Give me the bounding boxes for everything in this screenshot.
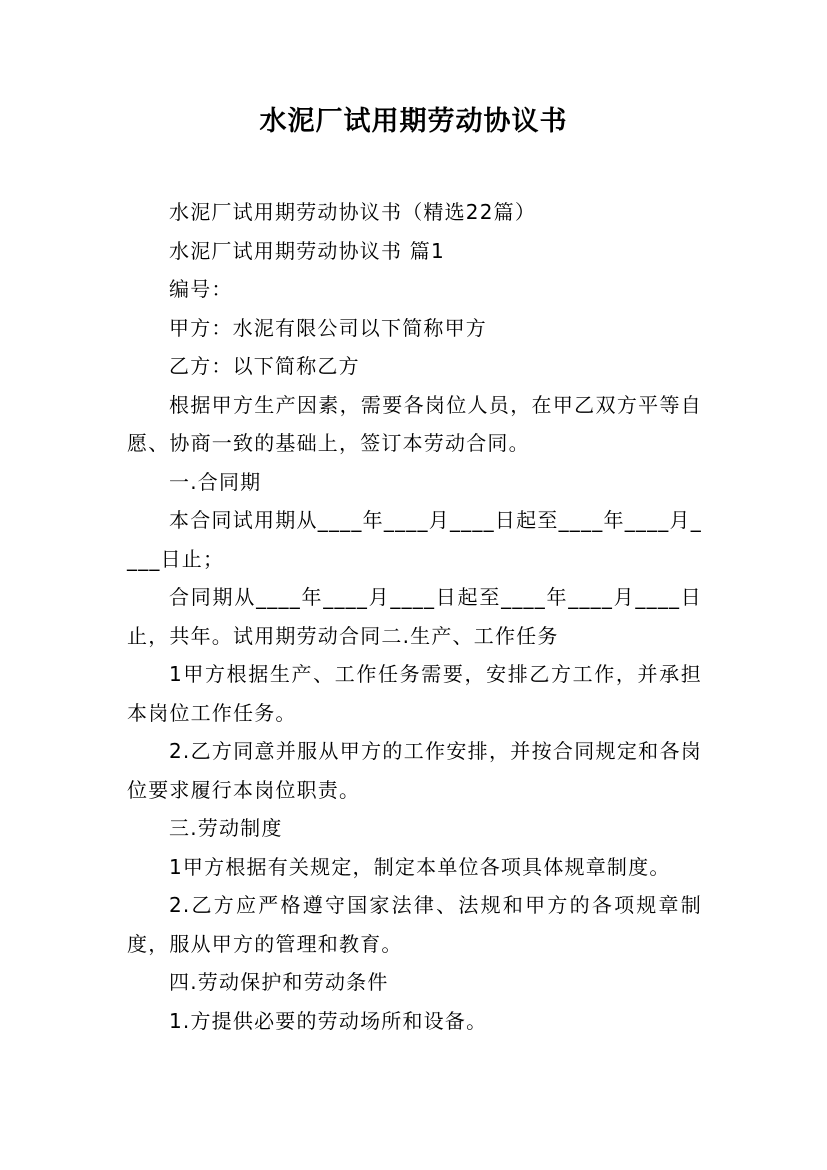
paragraph-number: 编号：	[169, 277, 233, 301]
document-body	[127, 193, 702, 1040]
document-title: 水泥厂试用期劳动协议书	[259, 106, 568, 137]
paragraph-labor-system-2: 2.乙方应严格遵守国家法律、法规和甲方的各项规章制度，服从甲方的管理和教育。	[127, 893, 702, 956]
paragraph-party-a: 甲方：水泥有限公司以下简称甲方	[169, 315, 487, 340]
paragraph-work-task-1: 1甲方根据生产、工作任务需要，安排乙方工作，并承担本岗位工作任务。	[127, 662, 702, 725]
paragraph-preamble: 根据甲方生产因素，需要各岗位人员，在甲乙双方平等自愿、协商一致的基础上，签订本劳动合同。	[127, 392, 702, 455]
paragraph-heading-labor-system: 三.劳动制度	[169, 816, 283, 840]
paragraph-labor-protection-1: 1.方提供必要的劳动场所和设备。	[169, 1008, 488, 1033]
paragraph-heading-labor-protection: 四.劳动保护和劳动条件	[169, 970, 389, 994]
paragraph-party-b: 乙方：以下简称乙方	[169, 354, 360, 378]
paragraph-heading-contract-term: 一.合同期	[169, 469, 262, 494]
paragraph-subtitle: 水泥厂试用期劳动协议书（精选22篇）	[169, 200, 537, 224]
paragraph-probation-period: 本合同试用期从____年____月____日起至____年____月____日止；	[127, 508, 702, 571]
paragraph-section-heading: 水泥厂试用期劳动协议书 篇1	[169, 238, 445, 263]
paragraph-contract-period: 合同期从____年____月____日起至____年____月____日止，共年。试用期劳动合同二.生产、工作任务	[127, 585, 702, 648]
paragraph-labor-system-1: 1甲方根据有关规定，制定本单位各项具体规章制度。	[169, 854, 671, 879]
paragraph-work-task-2: 2.乙方同意并服从甲方的工作安排，并按合同规定和各岗位要求履行本岗位职责。	[127, 739, 702, 802]
